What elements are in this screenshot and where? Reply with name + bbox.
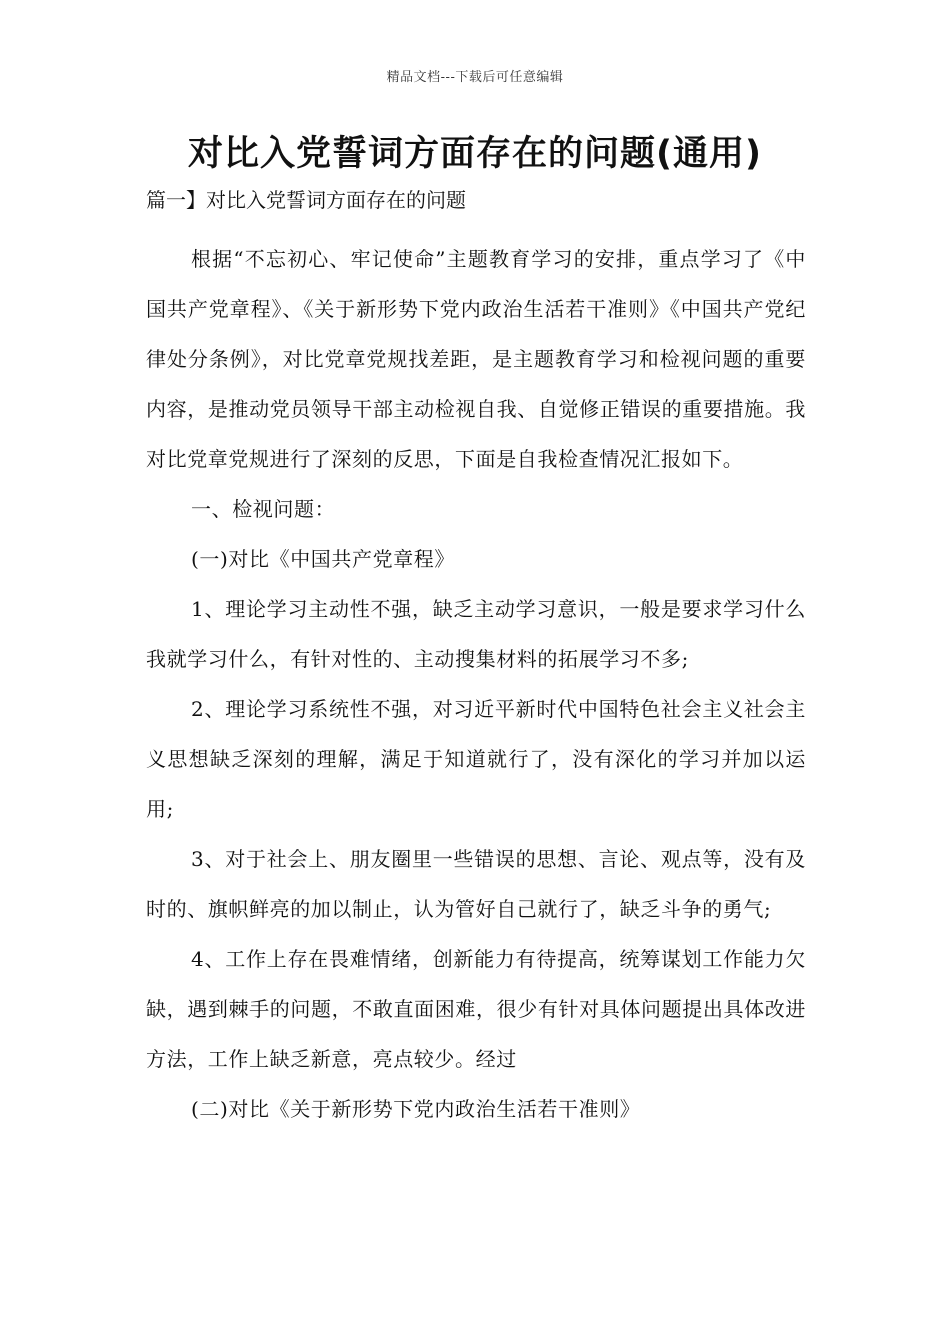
document-title: 对比入党誓词方面存在的问题(通用): [188, 134, 762, 174]
paragraph-item-2: 2、理论学习系统性不强，对习近平新时代中国特色社会主义社会主义思想缺乏深刻的理解，满足于知道就行了，没有深化的学习并加以运用;: [146, 697, 806, 821]
page-header-note: 精品文档---下载后可任意编辑: [386, 70, 564, 85]
paragraph-item-3: 3、对于社会上、朋友圈里一些错误的思想、言论、观点等，没有及时的、旗帜鲜亮的加以制止，认为管好自己就行了，缺乏斗争的勇气;: [146, 847, 806, 921]
section-heading: 篇一】对比入党誓词方面存在的问题: [146, 188, 466, 212]
paragraph-heading-inspection: 一、检视问题：: [191, 497, 336, 521]
paragraph-item-4: 4、工作上存在畏难情绪，创新能力有待提高，统筹谋划工作能力欠缺，遇到棘手的问题，不敢直面困难，很少有针对具体问题提出具体改进方法，工作上缺乏新意，亮点较少。经过: [146, 947, 806, 1071]
paragraph-intro: 根据“不忘初心、牢记使命”主题教育学习的安排，重点学习了《中国共产党章程》、《关于新形势下党内政治生活若干准则》《中国共产党纪律处分条例》，对比党章党规找差距，是主题教育学习和检视问题的重要内容，是推动党员领导干部主动检视自我、自觉修正错误的重要措施。我对比党章党规进行了深刻的反思，下面是自我检查情况汇报如下。: [146, 247, 806, 471]
paragraph-subheading-party-constitution: (一)对比《中国共产党章程》: [191, 547, 456, 571]
paragraph-item-1: 1、理论学习主动性不强，缺乏主动学习意识，一般是要求学习什么我就学习什么，有针对性的、主动搜集材料的拓展学习不多;: [146, 597, 806, 671]
document-body: [146, 234, 806, 1134]
paragraph-subheading-political-life: (二)对比《关于新形势下党内政治生活若干准则》: [191, 1097, 641, 1121]
